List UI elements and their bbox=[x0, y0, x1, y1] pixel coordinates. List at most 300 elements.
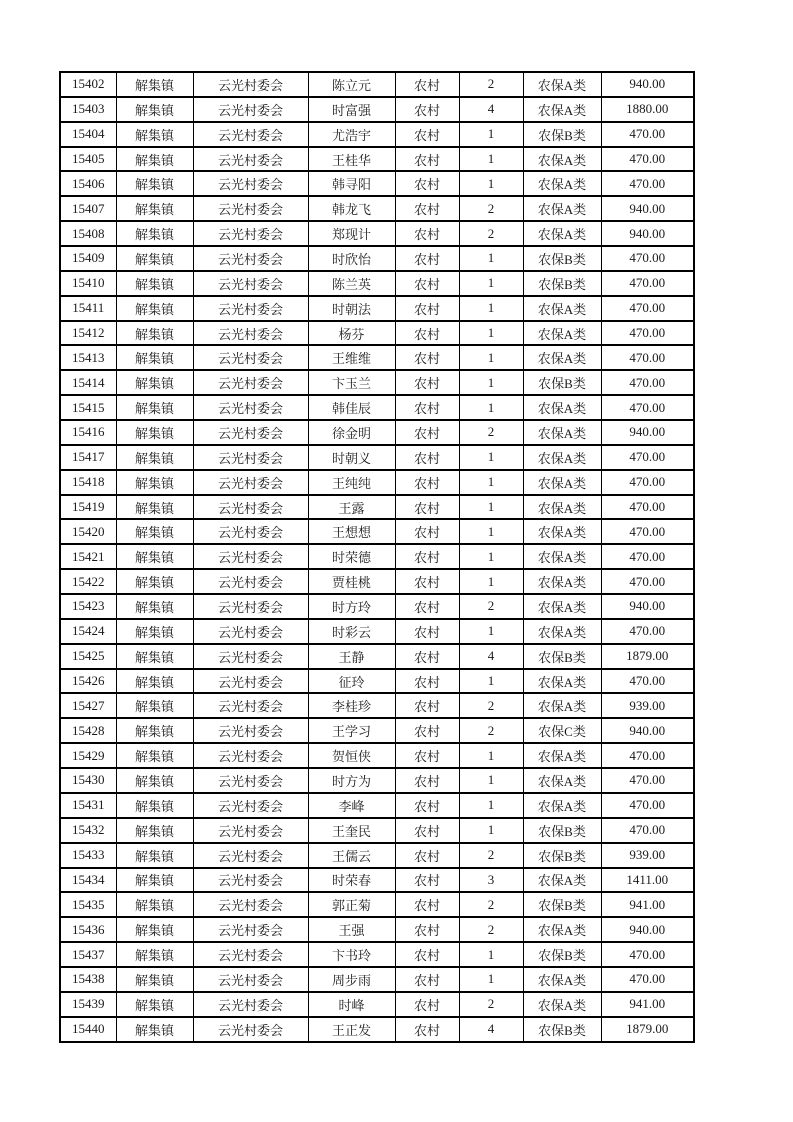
person-count-cell: 2 bbox=[459, 72, 523, 97]
village-committee-cell: 云光村委会 bbox=[193, 271, 308, 296]
household-type-cell: 农村 bbox=[395, 644, 459, 669]
person-name-cell: 贺恒侠 bbox=[308, 743, 395, 768]
person-count-cell: 1 bbox=[459, 544, 523, 569]
household-type-cell: 农村 bbox=[395, 147, 459, 172]
amount-cell: 470.00 bbox=[601, 445, 694, 470]
person-name-cell: 王学习 bbox=[308, 718, 395, 743]
amount-cell: 940.00 bbox=[601, 594, 694, 619]
town-cell: 解集镇 bbox=[116, 122, 193, 147]
town-cell: 解集镇 bbox=[116, 395, 193, 420]
person-name-cell: 王正发 bbox=[308, 1017, 395, 1042]
serial-number-cell: 15429 bbox=[60, 743, 116, 768]
insurance-category-cell: 农保A类 bbox=[523, 395, 601, 420]
amount-cell: 470.00 bbox=[601, 470, 694, 495]
town-cell: 解集镇 bbox=[116, 669, 193, 694]
serial-number-cell: 15419 bbox=[60, 495, 116, 520]
village-committee-cell: 云光村委会 bbox=[193, 97, 308, 122]
person-name-cell: 李桂珍 bbox=[308, 693, 395, 718]
person-name-cell: 时荣德 bbox=[308, 544, 395, 569]
person-count-cell: 1 bbox=[459, 793, 523, 818]
person-count-cell: 2 bbox=[459, 594, 523, 619]
person-name-cell: 时富强 bbox=[308, 97, 395, 122]
insurance-category-cell: 农保A类 bbox=[523, 793, 601, 818]
household-type-cell: 农村 bbox=[395, 544, 459, 569]
serial-number-cell: 15408 bbox=[60, 221, 116, 246]
insurance-category-cell: 农保B类 bbox=[523, 843, 601, 868]
person-count-cell: 2 bbox=[459, 196, 523, 221]
person-name-cell: 王纯纯 bbox=[308, 470, 395, 495]
household-type-cell: 农村 bbox=[395, 693, 459, 718]
town-cell: 解集镇 bbox=[116, 196, 193, 221]
town-cell: 解集镇 bbox=[116, 743, 193, 768]
amount-cell: 940.00 bbox=[601, 72, 694, 97]
serial-number-cell: 15418 bbox=[60, 470, 116, 495]
town-cell: 解集镇 bbox=[116, 992, 193, 1017]
serial-number-cell: 15439 bbox=[60, 992, 116, 1017]
household-type-cell: 农村 bbox=[395, 271, 459, 296]
village-committee-cell: 云光村委会 bbox=[193, 892, 308, 917]
household-type-cell: 农村 bbox=[395, 72, 459, 97]
village-committee-cell: 云光村委会 bbox=[193, 296, 308, 321]
village-committee-cell: 云光村委会 bbox=[193, 445, 308, 470]
table-row bbox=[60, 122, 694, 147]
village-committee-cell: 云光村委会 bbox=[193, 370, 308, 395]
serial-number-cell: 15407 bbox=[60, 196, 116, 221]
table-row bbox=[60, 345, 694, 370]
insurance-category-cell: 农保A类 bbox=[523, 544, 601, 569]
person-name-cell: 周步雨 bbox=[308, 967, 395, 992]
amount-cell: 470.00 bbox=[601, 345, 694, 370]
table-row bbox=[60, 271, 694, 296]
person-count-cell: 1 bbox=[459, 246, 523, 271]
person-count-cell: 1 bbox=[459, 942, 523, 967]
person-name-cell: 王维维 bbox=[308, 345, 395, 370]
village-committee-cell: 云光村委会 bbox=[193, 594, 308, 619]
insurance-category-cell: 农保A类 bbox=[523, 147, 601, 172]
insurance-category-cell: 农保A类 bbox=[523, 72, 601, 97]
amount-cell: 940.00 bbox=[601, 718, 694, 743]
insurance-category-cell: 农保B类 bbox=[523, 271, 601, 296]
amount-cell: 470.00 bbox=[601, 544, 694, 569]
table-row bbox=[60, 72, 694, 97]
table-row bbox=[60, 718, 694, 743]
table-row bbox=[60, 196, 694, 221]
amount-cell: 470.00 bbox=[601, 669, 694, 694]
town-cell: 解集镇 bbox=[116, 72, 193, 97]
serial-number-cell: 15438 bbox=[60, 967, 116, 992]
table-row bbox=[60, 147, 694, 172]
insurance-category-cell: 农保A类 bbox=[523, 196, 601, 221]
serial-number-cell: 15412 bbox=[60, 321, 116, 346]
person-count-cell: 1 bbox=[459, 345, 523, 370]
table-row bbox=[60, 917, 694, 942]
table-row bbox=[60, 321, 694, 346]
person-count-cell: 1 bbox=[459, 743, 523, 768]
household-type-cell: 农村 bbox=[395, 122, 459, 147]
serial-number-cell: 15425 bbox=[60, 644, 116, 669]
town-cell: 解集镇 bbox=[116, 420, 193, 445]
person-count-cell: 4 bbox=[459, 1017, 523, 1042]
serial-number-cell: 15430 bbox=[60, 768, 116, 793]
person-count-cell: 1 bbox=[459, 967, 523, 992]
table-row bbox=[60, 495, 694, 520]
serial-number-cell: 15405 bbox=[60, 147, 116, 172]
person-name-cell: 郭正菊 bbox=[308, 892, 395, 917]
serial-number-cell: 15415 bbox=[60, 395, 116, 420]
person-count-cell: 1 bbox=[459, 470, 523, 495]
town-cell: 解集镇 bbox=[116, 594, 193, 619]
village-committee-cell: 云光村委会 bbox=[193, 619, 308, 644]
village-committee-cell: 云光村委会 bbox=[193, 843, 308, 868]
person-count-cell: 1 bbox=[459, 818, 523, 843]
household-type-cell: 农村 bbox=[395, 196, 459, 221]
amount-cell: 1879.00 bbox=[601, 644, 694, 669]
amount-cell: 470.00 bbox=[601, 495, 694, 520]
insurance-category-cell: 农保A类 bbox=[523, 321, 601, 346]
household-type-cell: 农村 bbox=[395, 743, 459, 768]
table-row bbox=[60, 942, 694, 967]
table-row bbox=[60, 693, 694, 718]
table-row bbox=[60, 470, 694, 495]
insurance-category-cell: 农保A类 bbox=[523, 693, 601, 718]
town-cell: 解集镇 bbox=[116, 718, 193, 743]
serial-number-cell: 15428 bbox=[60, 718, 116, 743]
household-type-cell: 农村 bbox=[395, 569, 459, 594]
amount-cell: 940.00 bbox=[601, 917, 694, 942]
town-cell: 解集镇 bbox=[116, 470, 193, 495]
village-committee-cell: 云光村委会 bbox=[193, 395, 308, 420]
person-name-cell: 陈立元 bbox=[308, 72, 395, 97]
town-cell: 解集镇 bbox=[116, 843, 193, 868]
table-row bbox=[60, 743, 694, 768]
village-committee-cell: 云光村委会 bbox=[193, 519, 308, 544]
village-committee-cell: 云光村委会 bbox=[193, 917, 308, 942]
person-count-cell: 2 bbox=[459, 892, 523, 917]
village-committee-cell: 云光村委会 bbox=[193, 495, 308, 520]
amount-cell: 940.00 bbox=[601, 196, 694, 221]
insurance-category-cell: 农保B类 bbox=[523, 122, 601, 147]
serial-number-cell: 15410 bbox=[60, 271, 116, 296]
town-cell: 解集镇 bbox=[116, 967, 193, 992]
village-committee-cell: 云光村委会 bbox=[193, 768, 308, 793]
household-type-cell: 农村 bbox=[395, 967, 459, 992]
town-cell: 解集镇 bbox=[116, 97, 193, 122]
person-count-cell: 1 bbox=[459, 321, 523, 346]
person-count-cell: 1 bbox=[459, 768, 523, 793]
person-name-cell: 时彩云 bbox=[308, 619, 395, 644]
village-committee-cell: 云光村委会 bbox=[193, 818, 308, 843]
household-type-cell: 农村 bbox=[395, 942, 459, 967]
serial-number-cell: 15432 bbox=[60, 818, 116, 843]
insurance-category-cell: 农保A类 bbox=[523, 619, 601, 644]
amount-cell: 940.00 bbox=[601, 420, 694, 445]
amount-cell: 470.00 bbox=[601, 619, 694, 644]
town-cell: 解集镇 bbox=[116, 445, 193, 470]
village-committee-cell: 云光村委会 bbox=[193, 221, 308, 246]
town-cell: 解集镇 bbox=[116, 221, 193, 246]
town-cell: 解集镇 bbox=[116, 370, 193, 395]
serial-number-cell: 15411 bbox=[60, 296, 116, 321]
amount-cell: 470.00 bbox=[601, 793, 694, 818]
person-name-cell: 李峰 bbox=[308, 793, 395, 818]
insurance-category-cell: 农保A类 bbox=[523, 569, 601, 594]
person-name-cell: 王露 bbox=[308, 495, 395, 520]
person-count-cell: 1 bbox=[459, 619, 523, 644]
village-committee-cell: 云光村委会 bbox=[193, 967, 308, 992]
table-row bbox=[60, 395, 694, 420]
insurance-category-cell: 农保B类 bbox=[523, 1017, 601, 1042]
table-row bbox=[60, 619, 694, 644]
town-cell: 解集镇 bbox=[116, 296, 193, 321]
table-row bbox=[60, 296, 694, 321]
household-type-cell: 农村 bbox=[395, 669, 459, 694]
town-cell: 解集镇 bbox=[116, 569, 193, 594]
household-type-cell: 农村 bbox=[395, 495, 459, 520]
household-type-cell: 农村 bbox=[395, 519, 459, 544]
table-row bbox=[60, 171, 694, 196]
town-cell: 解集镇 bbox=[116, 917, 193, 942]
amount-cell: 470.00 bbox=[601, 147, 694, 172]
household-type-cell: 农村 bbox=[395, 171, 459, 196]
village-committee-cell: 云光村委会 bbox=[193, 669, 308, 694]
person-count-cell: 2 bbox=[459, 221, 523, 246]
table-row bbox=[60, 246, 694, 271]
amount-cell: 470.00 bbox=[601, 321, 694, 346]
table-row bbox=[60, 768, 694, 793]
insurance-category-cell: 农保B类 bbox=[523, 644, 601, 669]
table-row bbox=[60, 594, 694, 619]
person-count-cell: 1 bbox=[459, 445, 523, 470]
person-name-cell: 贾桂桃 bbox=[308, 569, 395, 594]
person-count-cell: 2 bbox=[459, 718, 523, 743]
household-type-cell: 农村 bbox=[395, 420, 459, 445]
person-count-cell: 2 bbox=[459, 992, 523, 1017]
amount-cell: 470.00 bbox=[601, 569, 694, 594]
household-type-cell: 农村 bbox=[395, 345, 459, 370]
serial-number-cell: 15426 bbox=[60, 669, 116, 694]
insurance-category-cell: 农保A类 bbox=[523, 669, 601, 694]
household-type-cell: 农村 bbox=[395, 868, 459, 893]
person-name-cell: 时峰 bbox=[308, 992, 395, 1017]
insurance-category-cell: 农保A类 bbox=[523, 97, 601, 122]
town-cell: 解集镇 bbox=[116, 818, 193, 843]
person-count-cell: 1 bbox=[459, 669, 523, 694]
person-count-cell: 1 bbox=[459, 569, 523, 594]
household-type-cell: 农村 bbox=[395, 843, 459, 868]
person-count-cell: 1 bbox=[459, 296, 523, 321]
village-committee-cell: 云光村委会 bbox=[193, 644, 308, 669]
town-cell: 解集镇 bbox=[116, 271, 193, 296]
person-name-cell: 王静 bbox=[308, 644, 395, 669]
serial-number-cell: 15440 bbox=[60, 1017, 116, 1042]
serial-number-cell: 15431 bbox=[60, 793, 116, 818]
person-name-cell: 杨芬 bbox=[308, 321, 395, 346]
village-committee-cell: 云光村委会 bbox=[193, 569, 308, 594]
amount-cell: 470.00 bbox=[601, 967, 694, 992]
village-committee-cell: 云光村委会 bbox=[193, 718, 308, 743]
person-name-cell: 时方玲 bbox=[308, 594, 395, 619]
insurance-category-cell: 农保A类 bbox=[523, 470, 601, 495]
serial-number-cell: 15434 bbox=[60, 868, 116, 893]
village-committee-cell: 云光村委会 bbox=[193, 147, 308, 172]
household-type-cell: 农村 bbox=[395, 1017, 459, 1042]
household-type-cell: 农村 bbox=[395, 370, 459, 395]
table-row bbox=[60, 420, 694, 445]
table-row bbox=[60, 97, 694, 122]
person-name-cell: 时朝法 bbox=[308, 296, 395, 321]
village-committee-cell: 云光村委会 bbox=[193, 345, 308, 370]
town-cell: 解集镇 bbox=[116, 544, 193, 569]
serial-number-cell: 15423 bbox=[60, 594, 116, 619]
household-type-cell: 农村 bbox=[395, 395, 459, 420]
household-type-cell: 农村 bbox=[395, 818, 459, 843]
serial-number-cell: 15409 bbox=[60, 246, 116, 271]
person-name-cell: 时方为 bbox=[308, 768, 395, 793]
household-type-cell: 农村 bbox=[395, 892, 459, 917]
amount-cell: 470.00 bbox=[601, 122, 694, 147]
village-committee-cell: 云光村委会 bbox=[193, 992, 308, 1017]
serial-number-cell: 15421 bbox=[60, 544, 116, 569]
insurance-category-cell: 农保B类 bbox=[523, 942, 601, 967]
person-count-cell: 1 bbox=[459, 370, 523, 395]
serial-number-cell: 15422 bbox=[60, 569, 116, 594]
amount-cell: 470.00 bbox=[601, 370, 694, 395]
person-name-cell: 卞书玲 bbox=[308, 942, 395, 967]
household-type-cell: 农村 bbox=[395, 992, 459, 1017]
town-cell: 解集镇 bbox=[116, 147, 193, 172]
person-name-cell: 韩佳辰 bbox=[308, 395, 395, 420]
insurance-category-cell: 农保A类 bbox=[523, 519, 601, 544]
table-row bbox=[60, 1017, 694, 1042]
insurance-category-cell: 农保A类 bbox=[523, 594, 601, 619]
table-body bbox=[60, 72, 694, 1042]
amount-cell: 1411.00 bbox=[601, 868, 694, 893]
insurance-category-cell: 农保C类 bbox=[523, 718, 601, 743]
person-count-cell: 2 bbox=[459, 917, 523, 942]
serial-number-cell: 15414 bbox=[60, 370, 116, 395]
town-cell: 解集镇 bbox=[116, 793, 193, 818]
person-count-cell: 1 bbox=[459, 495, 523, 520]
insurance-category-cell: 农保A类 bbox=[523, 445, 601, 470]
person-count-cell: 2 bbox=[459, 843, 523, 868]
amount-cell: 470.00 bbox=[601, 395, 694, 420]
table-row bbox=[60, 544, 694, 569]
insurance-category-cell: 农保A类 bbox=[523, 743, 601, 768]
amount-cell: 470.00 bbox=[601, 171, 694, 196]
household-type-cell: 农村 bbox=[395, 917, 459, 942]
person-name-cell: 韩寻阳 bbox=[308, 171, 395, 196]
insurance-category-cell: 农保A类 bbox=[523, 296, 601, 321]
amount-cell: 1880.00 bbox=[601, 97, 694, 122]
serial-number-cell: 15416 bbox=[60, 420, 116, 445]
household-type-cell: 农村 bbox=[395, 221, 459, 246]
household-type-cell: 农村 bbox=[395, 97, 459, 122]
village-committee-cell: 云光村委会 bbox=[193, 246, 308, 271]
amount-cell: 941.00 bbox=[601, 892, 694, 917]
insurance-category-cell: 农保A类 bbox=[523, 917, 601, 942]
village-committee-cell: 云光村委会 bbox=[193, 122, 308, 147]
serial-number-cell: 15413 bbox=[60, 345, 116, 370]
person-count-cell: 2 bbox=[459, 420, 523, 445]
serial-number-cell: 15404 bbox=[60, 122, 116, 147]
amount-cell: 470.00 bbox=[601, 271, 694, 296]
amount-cell: 470.00 bbox=[601, 743, 694, 768]
insurance-category-cell: 农保A类 bbox=[523, 967, 601, 992]
amount-cell: 939.00 bbox=[601, 693, 694, 718]
serial-number-cell: 15417 bbox=[60, 445, 116, 470]
town-cell: 解集镇 bbox=[116, 345, 193, 370]
insurance-category-cell: 农保B类 bbox=[523, 892, 601, 917]
town-cell: 解集镇 bbox=[116, 942, 193, 967]
table-row bbox=[60, 818, 694, 843]
insurance-category-cell: 农保B类 bbox=[523, 246, 601, 271]
person-name-cell: 王桂华 bbox=[308, 147, 395, 172]
village-committee-cell: 云光村委会 bbox=[193, 1017, 308, 1042]
table-row bbox=[60, 445, 694, 470]
village-committee-cell: 云光村委会 bbox=[193, 196, 308, 221]
person-count-cell: 1 bbox=[459, 395, 523, 420]
insurance-category-cell: 农保B类 bbox=[523, 370, 601, 395]
person-count-cell: 1 bbox=[459, 271, 523, 296]
amount-cell: 470.00 bbox=[601, 296, 694, 321]
town-cell: 解集镇 bbox=[116, 768, 193, 793]
person-count-cell: 2 bbox=[459, 693, 523, 718]
person-name-cell: 王儒云 bbox=[308, 843, 395, 868]
serial-number-cell: 15437 bbox=[60, 942, 116, 967]
table-row bbox=[60, 519, 694, 544]
amount-cell: 940.00 bbox=[601, 221, 694, 246]
serial-number-cell: 15403 bbox=[60, 97, 116, 122]
person-count-cell: 1 bbox=[459, 171, 523, 196]
town-cell: 解集镇 bbox=[116, 495, 193, 520]
village-committee-cell: 云光村委会 bbox=[193, 693, 308, 718]
town-cell: 解集镇 bbox=[116, 321, 193, 346]
insurance-category-cell: 农保A类 bbox=[523, 171, 601, 196]
person-count-cell: 1 bbox=[459, 147, 523, 172]
village-committee-cell: 云光村委会 bbox=[193, 743, 308, 768]
village-committee-cell: 云光村委会 bbox=[193, 544, 308, 569]
person-name-cell: 韩龙飞 bbox=[308, 196, 395, 221]
household-type-cell: 农村 bbox=[395, 445, 459, 470]
table-row bbox=[60, 868, 694, 893]
household-type-cell: 农村 bbox=[395, 768, 459, 793]
serial-number-cell: 15436 bbox=[60, 917, 116, 942]
household-type-cell: 农村 bbox=[395, 594, 459, 619]
table-row bbox=[60, 793, 694, 818]
town-cell: 解集镇 bbox=[116, 246, 193, 271]
amount-cell: 470.00 bbox=[601, 519, 694, 544]
town-cell: 解集镇 bbox=[116, 892, 193, 917]
village-committee-cell: 云光村委会 bbox=[193, 171, 308, 196]
serial-number-cell: 15427 bbox=[60, 693, 116, 718]
person-count-cell: 1 bbox=[459, 122, 523, 147]
insurance-category-cell: 农保B类 bbox=[523, 818, 601, 843]
village-committee-cell: 云光村委会 bbox=[193, 470, 308, 495]
village-committee-cell: 云光村委会 bbox=[193, 868, 308, 893]
person-name-cell: 时欣怡 bbox=[308, 246, 395, 271]
village-committee-cell: 云光村委会 bbox=[193, 72, 308, 97]
table-row bbox=[60, 843, 694, 868]
household-type-cell: 农村 bbox=[395, 321, 459, 346]
amount-cell: 470.00 bbox=[601, 246, 694, 271]
person-count-cell: 3 bbox=[459, 868, 523, 893]
person-name-cell: 征玲 bbox=[308, 669, 395, 694]
village-committee-cell: 云光村委会 bbox=[193, 420, 308, 445]
serial-number-cell: 15420 bbox=[60, 519, 116, 544]
household-type-cell: 农村 bbox=[395, 296, 459, 321]
town-cell: 解集镇 bbox=[116, 868, 193, 893]
insurance-category-cell: 农保A类 bbox=[523, 495, 601, 520]
